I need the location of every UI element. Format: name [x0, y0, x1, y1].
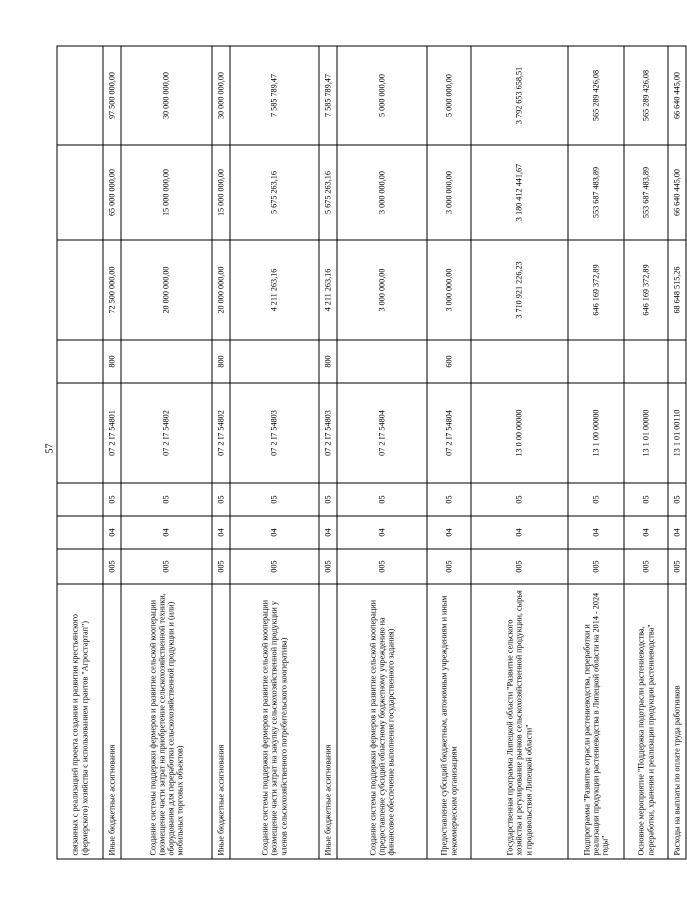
cell-rz: 04 — [319, 516, 337, 549]
cell-y1: 646 169 372,89 — [568, 240, 624, 340]
cell-cs: 07 2 I7 54804 — [427, 383, 471, 483]
cell-pr: 05 — [427, 483, 471, 516]
cell-y1: 4 211 263,16 — [319, 240, 337, 340]
cell-vr — [230, 340, 319, 383]
cell-y2: 553 687 483,89 — [624, 145, 668, 240]
cell-y2: 3 180 412 441,67 — [471, 145, 568, 240]
cell-name: Иные бюджетные ассигнования — [319, 584, 337, 859]
cell-pr: 05 — [624, 483, 668, 516]
table-row — [668, 46, 686, 859]
cell-pr: 05 — [103, 483, 121, 516]
cell-y1: 646 169 372,89 — [624, 240, 668, 340]
table-row — [471, 46, 568, 859]
cell-vr — [471, 340, 568, 383]
cell-name: Предоставление субсидий бюджетным, автономным учреждениям и иным некоммерческим организациям — [427, 584, 471, 859]
cell-gr: 005 — [471, 549, 568, 584]
cell-gr: 005 — [103, 549, 121, 584]
cell-rz: 04 — [668, 516, 686, 549]
cell-pr: 05 — [568, 483, 624, 516]
cell-name: Расходы на выплаты по оплате труда работников — [668, 584, 686, 859]
cell-rz: 04 — [427, 516, 471, 549]
cell-vr — [624, 340, 668, 383]
cell-y1: 20 000 000,00 — [121, 240, 212, 340]
cell-vr — [121, 340, 212, 383]
cell-gr: 005 — [568, 549, 624, 584]
cell-rz: 04 — [624, 516, 668, 549]
cell-y3: 5 000 000,00 — [337, 46, 427, 145]
cell-y1 — [57, 240, 103, 340]
cell-y2: 5 675 263,16 — [319, 145, 337, 240]
cell-rz: 04 — [121, 516, 212, 549]
table-row — [121, 46, 212, 859]
cell-y3: 565 289 426,08 — [624, 46, 668, 145]
cell-name: Основное мероприятие "Поддержка подотрасли растениеводства, переработки, хранения и реализации продукции растениеводства" — [624, 584, 668, 859]
cell-y3: 5 000 000,00 — [427, 46, 471, 145]
cell-y1: 72 500 000,00 — [103, 240, 121, 340]
table-row — [427, 46, 471, 859]
cell-gr: 005 — [427, 549, 471, 584]
cell-y3: 7 585 789,47 — [230, 46, 319, 145]
cell-rz: 04 — [103, 516, 121, 549]
cell-cs: 07 2 I7 54804 — [337, 383, 427, 483]
cell-y3: 30 000 000,00 — [121, 46, 212, 145]
budget-table-rotated — [57, 46, 682, 859]
table-row — [57, 46, 103, 859]
cell-y2: 65 000 000,00 — [103, 145, 121, 240]
cell-gr: 005 — [121, 549, 212, 584]
cell-y1: 3 710 921 226,23 — [471, 240, 568, 340]
cell-y3 — [57, 46, 103, 145]
cell-vr — [668, 340, 686, 383]
table-row — [103, 46, 121, 859]
cell-pr — [57, 483, 103, 516]
cell-cs: 07 2 I7 54802 — [121, 383, 212, 483]
cell-y2 — [57, 145, 103, 240]
cell-name: Иные бюджетные ассигнования — [212, 584, 230, 859]
cell-y3: 3 792 653 658,51 — [471, 46, 568, 145]
cell-y3: 565 289 426,08 — [568, 46, 624, 145]
cell-y3: 97 500 000,00 — [103, 46, 121, 145]
page-number: 57 — [44, 443, 56, 454]
cell-y3: 7 585 789,47 — [319, 46, 337, 145]
table-row — [568, 46, 624, 859]
cell-name: Создание системы поддержки фермеров и развитие сельской кооперации (возмещение части затрат на приобретение сельскохозяйственной техники, оборудования для переработки сельскохозяйственной продукции и (или) мобильных торговых объектов) — [121, 584, 212, 859]
cell-y3: 30 000 000,00 — [212, 46, 230, 145]
table-row — [212, 46, 230, 859]
cell-gr: 005 — [212, 549, 230, 584]
cell-cs: 07 2 I7 54803 — [230, 383, 319, 483]
cell-name: Создание системы поддержки фермеров и развитие сельской кооперации (возмещение части затрат на закупку сельскохозяйственной продукции у членов сельскохозяйственного потребительского кооператива) — [230, 584, 319, 859]
cell-rz: 04 — [337, 516, 427, 549]
cell-cs: 07 2 I7 54801 — [103, 383, 121, 483]
cell-rz: 04 — [471, 516, 568, 549]
cell-pr: 05 — [212, 483, 230, 516]
cell-y1: 68 648 515,26 — [668, 240, 686, 340]
cell-cs: 13 1 01 00110 — [668, 383, 686, 483]
cell-vr: 800 — [212, 340, 230, 383]
cell-pr: 05 — [121, 483, 212, 516]
cell-pr: 05 — [230, 483, 319, 516]
cell-name: Создание системы поддержки фермеров и развитие сельской кооперации (предоставление субсидий областному бюджетному учреждению на финансовое обеспечение выполнения государственного задания) — [337, 584, 427, 859]
cell-vr — [57, 340, 103, 383]
cell-y2: 3 000 000,00 — [337, 145, 427, 240]
cell-y1: 4 211 263,16 — [230, 240, 319, 340]
cell-y1: 3 000 000,00 — [337, 240, 427, 340]
cell-name: связанных с реализацией проекта создания и развития крестьянского (фермерского) хозяйства с использованием грантов "Агростартап") — [57, 584, 103, 859]
cell-vr — [337, 340, 427, 383]
cell-y3: 66 640 445,00 — [668, 46, 686, 145]
cell-gr: 005 — [230, 549, 319, 584]
cell-y1: 3 000 000,00 — [427, 240, 471, 340]
cell-cs: 07 2 I7 54803 — [319, 383, 337, 483]
cell-rz: 04 — [212, 516, 230, 549]
cell-gr: 005 — [668, 549, 686, 584]
table-row — [624, 46, 668, 859]
cell-vr: 800 — [319, 340, 337, 383]
cell-cs: 13 1 00 00000 — [568, 383, 624, 483]
cell-y2: 3 000 000,00 — [427, 145, 471, 240]
cell-cs: 13 0 00 00000 — [471, 383, 568, 483]
cell-pr: 05 — [337, 483, 427, 516]
cell-y2: 15 000 000,00 — [121, 145, 212, 240]
cell-name: Государственная программа Липецкой области "Развитие сельского хозяйства и регулирование рынков сельскохозяйственной продукции, сырья и продовольствия Липецкой области" — [471, 584, 568, 859]
table-body — [57, 46, 686, 859]
cell-cs — [57, 383, 103, 483]
cell-gr — [57, 549, 103, 584]
cell-vr: 800 — [103, 340, 121, 383]
cell-vr: 600 — [427, 340, 471, 383]
cell-pr: 05 — [319, 483, 337, 516]
cell-y2: 5 675 263,16 — [230, 145, 319, 240]
cell-cs: 07 2 I7 54802 — [212, 383, 230, 483]
cell-gr: 005 — [319, 549, 337, 584]
cell-pr: 05 — [471, 483, 568, 516]
cell-rz: 04 — [230, 516, 319, 549]
cell-y1: 20 000 000,00 — [212, 240, 230, 340]
cell-y2: 15 000 000,00 — [212, 145, 230, 240]
cell-rz — [57, 516, 103, 549]
cell-name: Подпрограмма "Развитие отрасли растениеводства, переработки и реализации продукции растениеводства в Липецкой области на 2014 - 2024 годы" — [568, 584, 624, 859]
table-row — [319, 46, 337, 859]
cell-name: Иные бюджетные ассигнования — [103, 584, 121, 859]
cell-y2: 553 687 483,89 — [568, 145, 624, 240]
cell-pr: 05 — [668, 483, 686, 516]
table-row — [230, 46, 319, 859]
cell-cs: 13 1 01 00000 — [624, 383, 668, 483]
table-row — [337, 46, 427, 859]
cell-vr — [568, 340, 624, 383]
cell-gr: 005 — [337, 549, 427, 584]
cell-gr: 005 — [624, 549, 668, 584]
cell-rz: 04 — [568, 516, 624, 549]
budget-table — [57, 45, 687, 859]
cell-y2: 66 640 445,00 — [668, 145, 686, 240]
